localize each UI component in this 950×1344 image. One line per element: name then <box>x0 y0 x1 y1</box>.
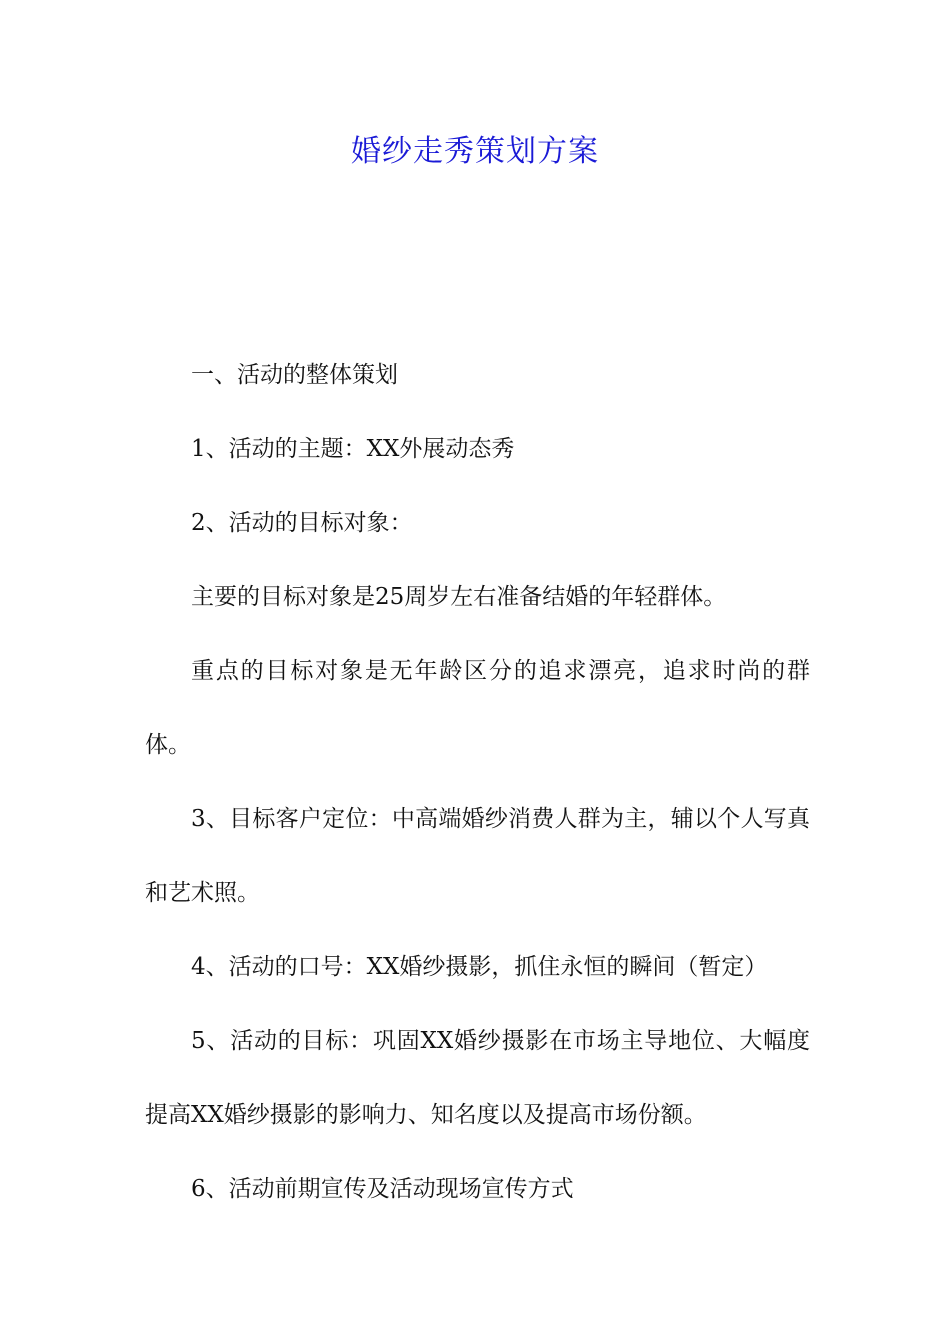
paragraph-primary-target: 主要的目标对象是25周岁左右准备结婚的年轻群体。 <box>191 584 727 610</box>
paragraph-goals: 5、活动的目标：巩固XX婚纱摄影在市场主导地位、大幅度提高XX婚纱摄影的影响力、知名度以及提高市场份额。 <box>145 1028 810 1128</box>
paragraph-promotion-methods: 6、活动前期宣传及活动现场宣传方式 <box>191 1176 574 1202</box>
paragraph-activity-theme: 1、活动的主题：XX外展动态秀 <box>191 436 515 462</box>
paragraph-slogan: 4、活动的口号：XX婚纱摄影，抓住永恒的瞬间（暂定） <box>191 954 768 980</box>
document-body <box>145 338 810 1226</box>
document-title: 婚纱走秀策划方案 <box>351 134 599 169</box>
section-heading-overall-plan: 一、活动的整体策划 <box>191 362 398 388</box>
paragraph-key-target: 重点的目标对象是无年龄区分的追求漂亮，追求时尚的群体。 <box>145 658 810 758</box>
paragraph-target-audience: 2、活动的目标对象： <box>191 510 413 536</box>
paragraph-customer-positioning: 3、目标客户定位：中高端婚纱消费人群为主，辅以个人写真和艺术照。 <box>145 806 810 906</box>
